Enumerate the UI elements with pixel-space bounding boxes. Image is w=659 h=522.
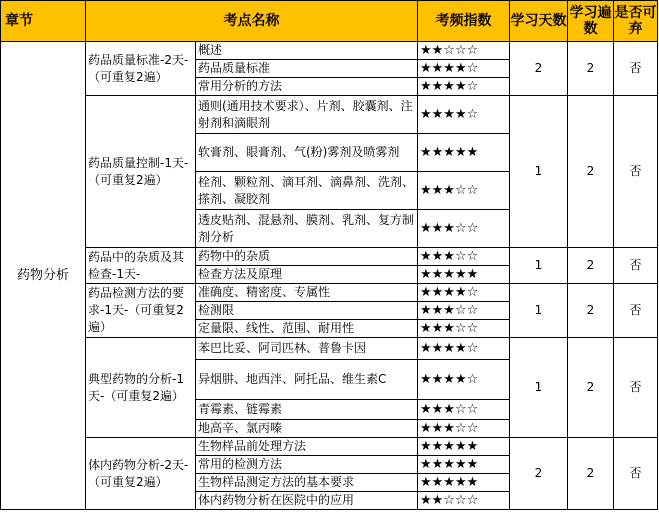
frequency-stars: ★★★★☆	[418, 78, 510, 96]
point-name-cell: 药品质量标准	[196, 60, 418, 78]
table-row	[1, 96, 658, 134]
group-optional-cell: 否	[614, 42, 658, 96]
point-name-cell: 准确度、精密度、专属性	[196, 284, 418, 302]
header-study-times: 学习遍数	[568, 1, 614, 42]
point-name-cell: 定量限、线性、范围、耐用性	[196, 320, 418, 338]
frequency-stars: ★★★★★	[418, 456, 510, 474]
point-name-cell: 体内药物分析在医院中的应用	[196, 492, 418, 510]
point-name-cell: 栓剂、颗粒剂、滴耳剂、滴鼻剂、洗剂、搽剂、凝胶剂	[196, 172, 418, 210]
point-name-cell: 常用分析的方法	[196, 78, 418, 96]
point-name-cell: 生物样品前处理方法	[196, 438, 418, 456]
group-days-cell: 1	[510, 248, 568, 284]
point-name-cell: 检测限	[196, 302, 418, 320]
header-row	[1, 1, 658, 42]
frequency-stars: ★★★☆☆	[418, 400, 510, 420]
frequency-stars: ★★★★☆	[418, 338, 510, 360]
group-times-cell: 2	[568, 438, 614, 510]
table-row	[1, 42, 658, 60]
point-name-cell: 生物样品测定方法的基本要求	[196, 474, 418, 492]
frequency-stars: ★★★★★	[418, 438, 510, 456]
frequency-stars: ★★★☆☆	[418, 172, 510, 210]
table-row	[1, 248, 658, 266]
group-optional-cell: 否	[614, 338, 658, 438]
group-optional-cell: 否	[614, 248, 658, 284]
group-times-cell: 2	[568, 284, 614, 338]
point-name-cell: 药物中的杂质	[196, 248, 418, 266]
group-times-cell: 2	[568, 338, 614, 438]
header-chapter: 章节	[1, 1, 86, 42]
header-study-days: 学习天数	[510, 1, 568, 42]
table-row	[1, 338, 658, 360]
point-name-cell: 青霉素、链霉素	[196, 400, 418, 420]
frequency-stars: ★★★☆☆	[418, 320, 510, 338]
group-days-cell: 1	[510, 284, 568, 338]
group-optional-cell: 否	[614, 284, 658, 338]
frequency-stars: ★★☆☆☆	[418, 42, 510, 60]
group-title-cell: 体内药物分析-2天-（可重复2遍）	[86, 438, 196, 510]
frequency-stars: ★★★☆☆	[418, 302, 510, 320]
group-times-cell: 2	[568, 96, 614, 248]
group-days-cell: 1	[510, 96, 568, 248]
group-title-cell: 药品中的杂质及其检查-1天-	[86, 248, 196, 284]
frequency-stars: ★★★☆☆	[418, 248, 510, 266]
point-name-cell: 概述	[196, 42, 418, 60]
group-title-cell: 药品质量控制-1天-（可重复2遍）	[86, 96, 196, 248]
frequency-stars: ★★★☆☆	[418, 420, 510, 438]
point-name-cell: 异烟肼、地西泮、阿托品、维生素C	[196, 360, 418, 400]
group-days-cell: 2	[510, 438, 568, 510]
table-row	[1, 438, 658, 456]
frequency-stars: ★★★☆☆	[418, 210, 510, 248]
group-optional-cell: 否	[614, 438, 658, 510]
frequency-stars: ★★★★☆	[418, 284, 510, 302]
frequency-stars: ★★★★☆	[418, 60, 510, 78]
frequency-stars: ★★★★☆	[418, 360, 510, 400]
point-name-cell: 常用的检测方法	[196, 456, 418, 474]
header-frequency: 考频指数	[418, 1, 510, 42]
point-name-cell: 软膏剂、眼膏剂、气(粉)雾剂及喷雾剂	[196, 134, 418, 172]
group-times-cell: 2	[568, 248, 614, 284]
group-days-cell: 1	[510, 338, 568, 438]
header-point-name: 考点名称	[86, 1, 418, 42]
group-title-cell: 典型药物的分析-1天-（可重复2遍）	[86, 338, 196, 438]
point-name-cell: 苯巴比妥、阿司匹林、普鲁卡因	[196, 338, 418, 360]
header-optional: 是否可弃	[614, 1, 658, 42]
point-name-cell: 透皮贴剂、混悬剂、膜剂、乳剂、复方制剂分析	[196, 210, 418, 248]
frequency-stars: ★★★★★	[418, 134, 510, 172]
table-row	[1, 284, 658, 302]
chapter-cell: 药物分析	[1, 42, 86, 510]
point-name-cell: 地高辛、氯丙嗪	[196, 420, 418, 438]
table-body	[1, 42, 658, 510]
group-days-cell: 2	[510, 42, 568, 96]
frequency-stars: ★★★★★	[418, 474, 510, 492]
group-title-cell: 药品质量标准-2天-（可重复2遍）	[86, 42, 196, 96]
frequency-stars: ★★☆☆☆	[418, 492, 510, 510]
frequency-stars: ★★★★☆	[418, 96, 510, 134]
point-name-cell: 通则(通用技术要求）、片剂、胶囊剂、注射剂和滴眼剂	[196, 96, 418, 134]
group-times-cell: 2	[568, 42, 614, 96]
point-name-cell: 检查方法及原理	[196, 266, 418, 284]
group-optional-cell: 否	[614, 96, 658, 248]
frequency-stars: ★★★★★	[418, 266, 510, 284]
group-title-cell: 药品检测方法的要求-1天-（可重复2遍）	[86, 284, 196, 338]
